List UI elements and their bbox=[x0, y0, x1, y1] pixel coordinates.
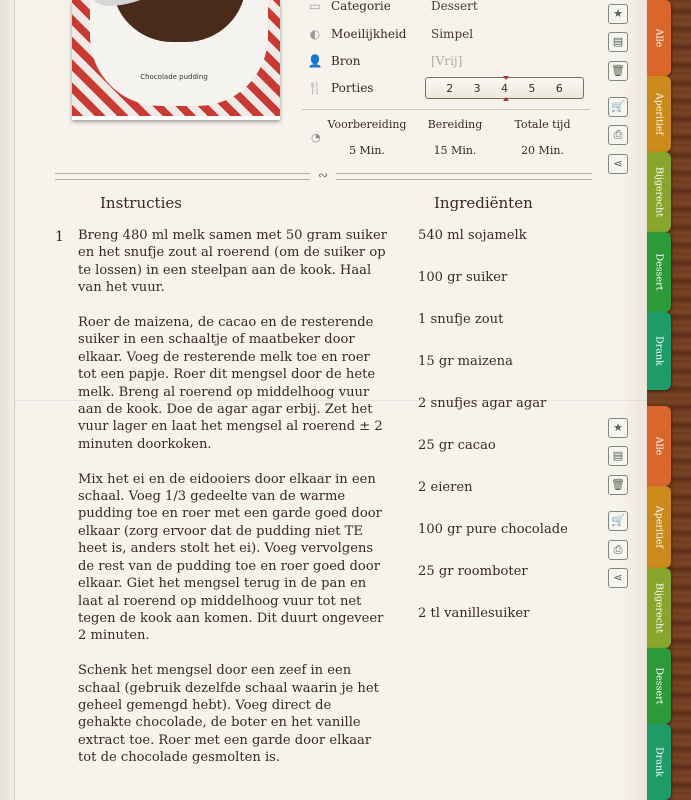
source-value[interactable]: [Vrij] bbox=[431, 54, 463, 68]
tab-drank[interactable]: Drank bbox=[647, 724, 671, 800]
ramekin-image bbox=[90, 0, 268, 106]
cart-icon[interactable]: 🛒 bbox=[608, 511, 628, 531]
prep-time-label: Voorbereiding bbox=[327, 118, 407, 131]
tab-alle[interactable]: Alle bbox=[647, 406, 671, 486]
difficulty-icon: ◐ bbox=[309, 27, 321, 41]
ingredient-item: 100 gr suiker bbox=[418, 270, 508, 285]
step-number: 1 bbox=[55, 229, 64, 245]
cook-time-value: 15 Min. bbox=[433, 144, 477, 157]
instruction-paragraph: Schenk het mengsel door een zeef in een schaal (gebruik dezelfde schaal waarin je het geheel gemengd hebt). Voeg direct de gehakte chocolade, de boter en het vanille extract toe. Roer met een garde door elkaar tot de chocolade gesmolten is. bbox=[78, 663, 379, 766]
trash-icon[interactable]: 🗑 bbox=[608, 61, 628, 81]
share-icon[interactable]: ⋖ bbox=[608, 154, 628, 174]
portion-option[interactable]: 6 bbox=[555, 81, 563, 95]
instruction-paragraph: Roer de maizena, de cacao en de resterende suiker in een schaaltje of maatbeker door elkaar. Voeg de resterende melk toe en roer tot een papje. Roer dit mengsel door de hete melk. Breng al roerend op middelhoog vuur aan de kook. Doe de agar agar erbij. Zet het vuur lager en laat het mengsel al roerend ± 2 minuten doorkoken. bbox=[78, 315, 383, 452]
portion-option[interactable]: 5 bbox=[528, 81, 536, 95]
cutlery-icon: 🍴 bbox=[307, 81, 323, 95]
portion-option[interactable]: 2 bbox=[446, 81, 454, 95]
trash-icon[interactable]: 🗑 bbox=[608, 475, 628, 495]
ingredients-list bbox=[418, 226, 618, 646]
cart-icon[interactable]: 🛒 bbox=[608, 97, 628, 117]
ingredient-item: 25 gr cacao bbox=[418, 438, 496, 453]
ingredient-item: 100 gr pure chocolade bbox=[418, 522, 568, 537]
meta-difficulty bbox=[307, 24, 473, 44]
pudding-image bbox=[112, 0, 246, 42]
notepad-icon[interactable]: ▤ bbox=[608, 446, 628, 466]
total-time-label: Totale tijd bbox=[514, 118, 571, 131]
printer-icon[interactable]: ⎙ bbox=[608, 125, 628, 145]
ingredient-item: 2 eieren bbox=[418, 480, 473, 495]
tab-aperitief[interactable]: Aperitief bbox=[647, 486, 671, 568]
tab-bijgerecht[interactable]: Bijgerecht bbox=[647, 152, 671, 232]
ingredient-item: 15 gr maizena bbox=[418, 354, 513, 369]
difficulty-label: Moeilijkheid bbox=[331, 27, 407, 41]
category-value[interactable]: Dessert bbox=[431, 0, 478, 13]
printer-icon[interactable]: ⎙ bbox=[608, 540, 628, 560]
source-label: Bron bbox=[331, 54, 361, 68]
ingredient-item: 25 gr roomboter bbox=[418, 564, 528, 579]
total-time-value: 20 Min. bbox=[521, 144, 564, 157]
recipe-photo bbox=[72, 0, 280, 120]
star-icon[interactable]: ★ bbox=[608, 418, 628, 438]
meta-category bbox=[307, 0, 478, 16]
ingredients-heading: Ingrediënten bbox=[434, 194, 533, 212]
ingredient-item: 540 ml sojamelk bbox=[418, 228, 527, 243]
instructions-heading: Instructies bbox=[100, 194, 182, 212]
category-label: Categorie bbox=[331, 0, 391, 13]
meta-source bbox=[307, 51, 462, 71]
ornament-icon: ∾ bbox=[310, 168, 336, 182]
cook-time-label: Bereiding bbox=[427, 118, 483, 131]
person-icon: 👤 bbox=[307, 54, 323, 68]
star-icon[interactable]: ★ bbox=[608, 4, 628, 24]
portions-selector[interactable] bbox=[425, 77, 584, 99]
ingredient-item: 2 tl vanillesuiker bbox=[418, 606, 530, 621]
tab-drank[interactable]: Drank bbox=[647, 312, 671, 390]
tab-bijgerecht[interactable]: Bijgerecht bbox=[647, 568, 671, 648]
tab-aperitief[interactable]: Aperitief bbox=[647, 76, 671, 152]
portion-option[interactable]: 3 bbox=[473, 81, 481, 95]
instructions-text bbox=[78, 227, 388, 784]
portions-label: Porties bbox=[331, 81, 374, 95]
ingredient-item: 2 snufjes agar agar bbox=[418, 396, 547, 411]
category-icon: ▭ bbox=[309, 0, 321, 13]
notepad-icon[interactable]: ▤ bbox=[608, 32, 628, 52]
tab-alle[interactable]: Alle bbox=[647, 0, 671, 76]
photo-caption: Chocolade pudding bbox=[140, 73, 208, 81]
instruction-paragraph: Mix het ei en de eidooiers door elkaar in een schaal. Voeg 1/3 gedeelte van de warme pudding toe en roer met een garde goed door elkaar (zorg ervoor dat de pudding niet TE heet is, anders stolt het ei). Voeg vervolgens de rest van de pudding toe en roer goed door elkaar. Giet het mengsel terug in de pan en laat al roerend op middelhoog vuur tot net tegen de kook aan komen. Dit duurt ongeveer 2 minuten. bbox=[78, 471, 384, 644]
share-icon[interactable]: ⋖ bbox=[608, 568, 628, 588]
difficulty-value[interactable]: Simpel bbox=[431, 27, 474, 41]
clock-icon: ◔ bbox=[311, 131, 321, 144]
tab-dessert[interactable]: Dessert bbox=[647, 648, 671, 724]
portion-option-selected[interactable]: 4 bbox=[493, 82, 515, 95]
ingredient-item: 1 snufje zout bbox=[418, 312, 504, 327]
meta-divider bbox=[302, 109, 590, 110]
tab-dessert[interactable]: Dessert bbox=[647, 232, 671, 312]
instruction-paragraph: Breng 480 ml melk samen met 50 gram suiker en het snufje zout al roerend (om de suiker op te lossen) in een steelpan aan de kook. Haal van het vuur. bbox=[78, 228, 387, 296]
meta-portions bbox=[307, 78, 431, 98]
prep-time-value: 5 Min. bbox=[349, 144, 385, 157]
